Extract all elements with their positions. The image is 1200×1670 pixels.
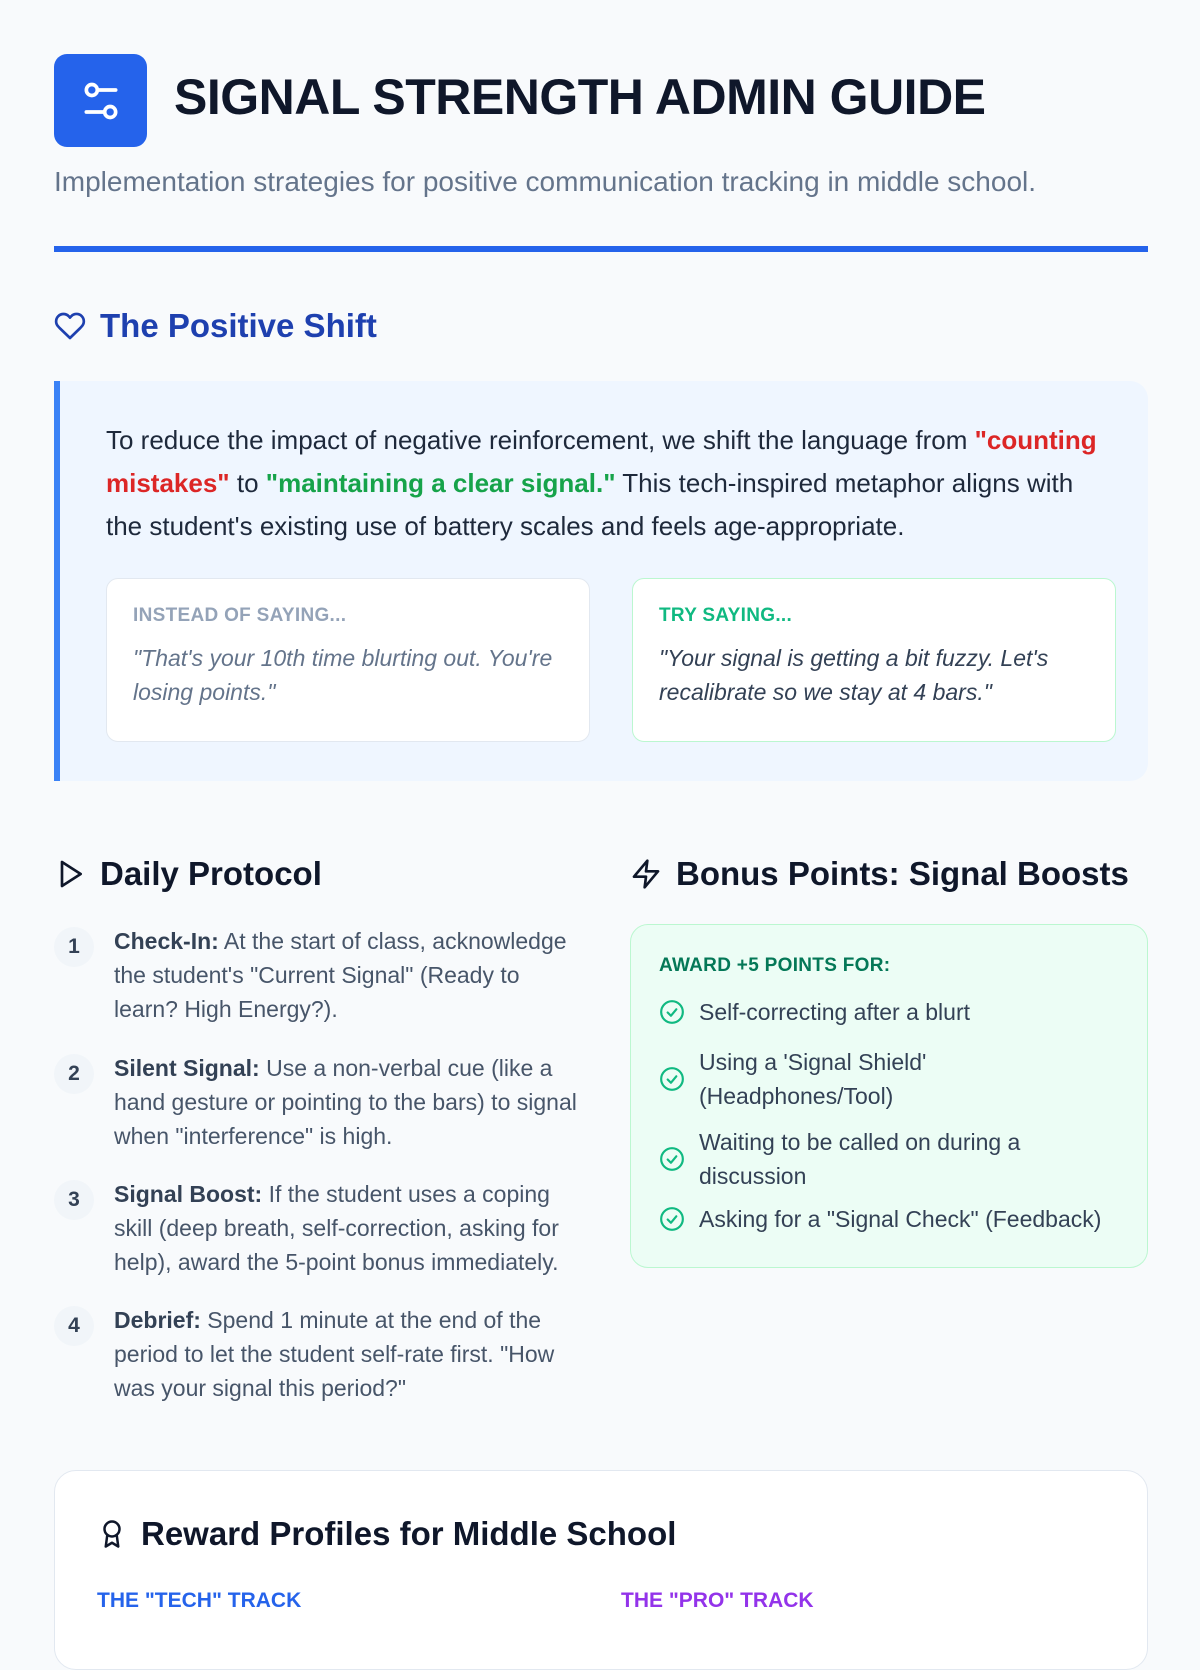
bonus-item bbox=[659, 1125, 1129, 1193]
reward-profiles-title: Reward Profiles for Middle School bbox=[141, 1515, 677, 1552]
step-body: If the student uses a coping skill (deep breath, self-correction, asking for help), award the 5-point bonus immediately. bbox=[114, 1181, 559, 1275]
step-number: 3 bbox=[54, 1180, 94, 1220]
instead-card bbox=[106, 578, 590, 742]
step-number: 4 bbox=[54, 1306, 94, 1346]
sliders-icon bbox=[54, 54, 147, 147]
lightning-icon bbox=[630, 858, 662, 890]
bonus-title: Bonus Points: Signal Boosts bbox=[676, 855, 1129, 892]
bonus-item-text: Waiting to be called on during a discussion bbox=[699, 1129, 1021, 1189]
check-circle-icon bbox=[659, 999, 685, 1025]
bonus-item bbox=[659, 1045, 1129, 1113]
check-circle-icon bbox=[659, 1206, 685, 1232]
reward-profiles-panel bbox=[54, 1470, 1148, 1670]
step-title: Check-In: bbox=[114, 928, 219, 954]
step-number: 2 bbox=[54, 1054, 94, 1094]
positive-phrase: "maintaining a clear signal." bbox=[265, 468, 616, 498]
bonus-label: AWARD +5 POINTS FOR: bbox=[659, 955, 891, 976]
instead-label: INSTEAD OF SAYING... bbox=[133, 605, 347, 626]
heart-icon bbox=[54, 310, 86, 342]
daily-protocol-title: Daily Protocol bbox=[100, 855, 322, 892]
shift-text-after: This tech-inspired metaphor aligns with the student's existing use of battery scales and feels age-appropriate. bbox=[106, 468, 1074, 541]
positive-shift-panel bbox=[54, 381, 1148, 781]
positive-shift-heading bbox=[54, 307, 377, 345]
shift-text-mid: to bbox=[229, 468, 266, 498]
step-title: Signal Boost: bbox=[114, 1181, 263, 1207]
instead-quote: "That's your 10th time blurting out. You're losing points." bbox=[133, 645, 553, 705]
step-body: At the start of class, acknowledge the student's "Current Signal" (Ready to learn? High Energy?). bbox=[114, 928, 567, 1022]
step-text bbox=[114, 1177, 584, 1279]
step-text bbox=[114, 924, 584, 1026]
shift-text-before: To reduce the impact of negative reinforcement, we shift the language from bbox=[106, 425, 975, 455]
try-card bbox=[632, 578, 1116, 742]
try-quote: "Your signal is getting a bit fuzzy. Let's recalibrate so we stay at 4 bars." bbox=[659, 645, 1049, 705]
check-circle-icon bbox=[659, 1066, 685, 1092]
page-subtitle: Implementation strategies for positive communication tracking in middle school. bbox=[54, 166, 1037, 197]
bonus-item bbox=[659, 995, 1129, 1029]
step-body: Spend 1 minute at the end of the period to let the student self-rate first. "How was your signal this period?" bbox=[114, 1307, 555, 1401]
daily-protocol-heading bbox=[54, 855, 322, 893]
step-text bbox=[114, 1051, 584, 1153]
header-divider bbox=[54, 246, 1148, 252]
step-text bbox=[114, 1303, 584, 1405]
tech-track-label: THE "TECH" TRACK bbox=[97, 1589, 302, 1612]
negative-phrase: "counting mistakes" bbox=[106, 425, 1097, 498]
try-label: TRY SAYING... bbox=[659, 605, 793, 626]
bonus-item bbox=[659, 1202, 1129, 1236]
bonus-panel bbox=[630, 924, 1148, 1268]
pro-track-label: THE "PRO" TRACK bbox=[621, 1589, 814, 1612]
bonus-item-text: Asking for a "Signal Check" (Feedback) bbox=[699, 1206, 1102, 1232]
step-title: Silent Signal: bbox=[114, 1055, 260, 1081]
page-title: SIGNAL STRENGTH ADMIN GUIDE bbox=[174, 69, 986, 125]
bonus-item-text: Using a 'Signal Shield' (Headphones/Tool) bbox=[699, 1049, 927, 1109]
bonus-heading bbox=[630, 855, 1129, 893]
step-number: 1 bbox=[54, 927, 94, 967]
positive-shift-paragraph bbox=[106, 419, 1106, 548]
check-circle-icon bbox=[659, 1146, 685, 1172]
step-body: Use a non-verbal cue (like a hand gesture or pointing to the bars) to signal when "interference" is high. bbox=[114, 1055, 577, 1149]
play-icon bbox=[54, 858, 86, 890]
positive-shift-title: The Positive Shift bbox=[100, 307, 377, 344]
step-title: Debrief: bbox=[114, 1307, 201, 1333]
bonus-item-text: Self-correcting after a blurt bbox=[699, 999, 971, 1025]
award-icon bbox=[97, 1519, 127, 1549]
reward-profiles-heading bbox=[97, 1515, 676, 1553]
